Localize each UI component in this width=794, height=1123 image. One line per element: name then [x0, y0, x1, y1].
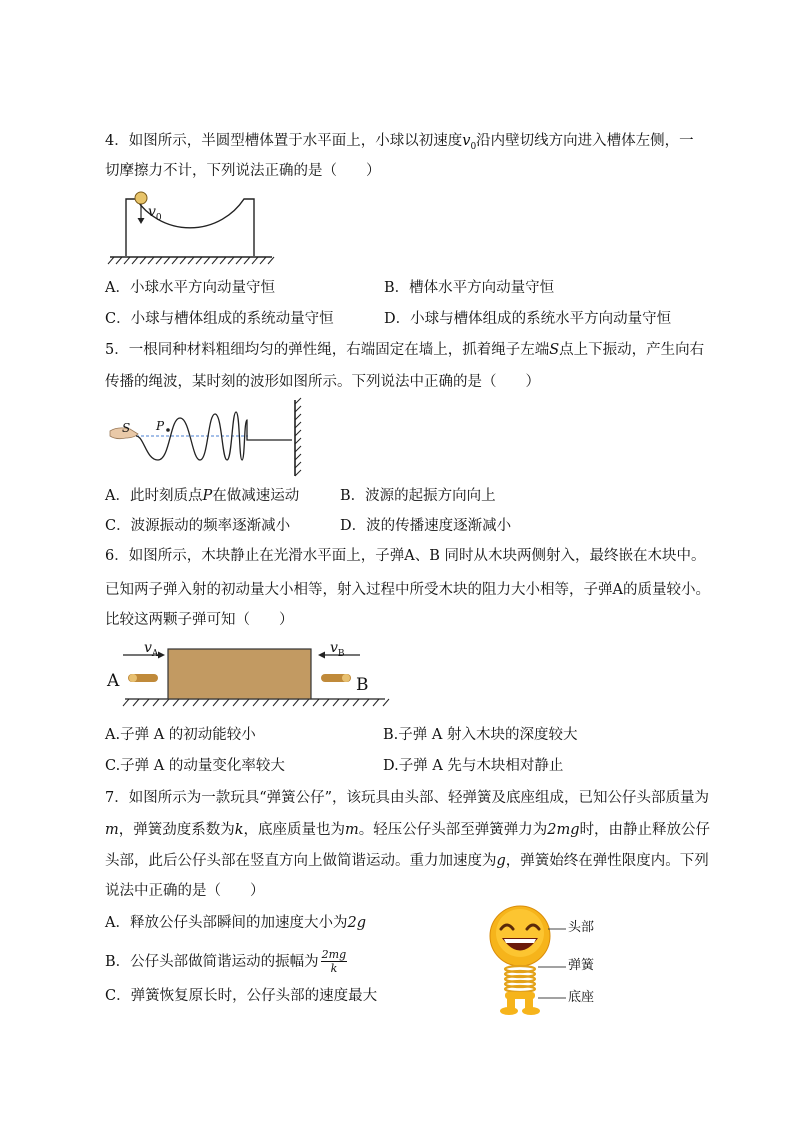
q5-fig-s-label: S [122, 421, 131, 435]
q4-option-a[interactable]: A．小球水平方向动量守恒 [105, 280, 275, 296]
bullet-b [321, 674, 351, 682]
q7-stem-line1: 7．如图所示为一款玩具“弹簧公仔”，该玩具由头部、轻弹簧及底座组成，已知公仔头部质量为 [105, 790, 710, 806]
q5-rope-wave-figure [108, 398, 308, 478]
q7-option-c[interactable]: C．弹簧恢复原长时，公仔头部的速度最大 [105, 988, 378, 1004]
q6-stem-line2: 已知两子弹入射的初动量大小相等，射入过程中所受木块的阻力大小相等，子弹A的质量较小。 [105, 582, 710, 598]
q5-option-a[interactable]: A．此时刻质点P在做减速运动 [105, 488, 300, 504]
q4-option-b[interactable]: B．槽体水平方向动量守恒 [384, 280, 555, 296]
q5-stem-line1: 5．一根同种材料粗细均匀的弹性绳，右端固定在墙上，抓着绳子左端S点上下振动，产生向右 [105, 342, 705, 358]
q5-option-d[interactable]: D．波的传播速度逐渐减小 [340, 518, 512, 534]
q6-option-a[interactable]: A.子弹 A 的初动能较小 [105, 727, 256, 743]
toy-spring [505, 966, 535, 992]
q7-stem-line2: m，弹簧劲度系数为k，底座质量也为m。轻压公仔头部至弹簧弹力为2mg时，由静止释放公仔 [105, 822, 711, 838]
q5-stem-line2: 传播的绳波，某时刻的波形如图所示。下列说法中正确的是（ ） [105, 374, 540, 390]
q7-fig-base-label: 底座 [568, 990, 595, 1005]
q6-stem-line1: 6．如图所示，木块静止在光滑水平面上，子弹A、B 同时从木块两侧射入，最终嵌在木块中。 [105, 548, 706, 564]
q7-fig-spring-label: 弹簧 [568, 958, 595, 973]
q7-stem-line4: 说法中正确的是（ ） [105, 883, 265, 899]
q7-option-a[interactable]: A．释放公仔头部瞬间的加速度大小为2g [105, 915, 366, 931]
q7-stem-line3: 头部，此后公仔头部在竖直方向上做简谐运动。重力加速度为g，弹簧始终在弹性限度内。下列 [105, 853, 709, 869]
q6-stem-line3: 比较这两颗子弹可知（ ） [105, 612, 294, 628]
q4-option-d[interactable]: D．小球与槽体组成的系统水平方向动量守恒 [384, 311, 672, 327]
q6-fig-vb-label: $v_B$ [330, 640, 345, 659]
amplitude-fraction: 2mg k [321, 948, 347, 975]
q5-option-c[interactable]: C．波源振动的频率逐渐减小 [105, 518, 291, 534]
q6-fig-a-label: A [107, 671, 120, 691]
q4-stem-line1: 4．如图所示，半圆型槽体置于水平面上，小球以初速度$v_0$沿内壁切线方向进入槽体左侧，一 [105, 133, 694, 152]
q6-option-d[interactable]: D.子弹 A 先与木块相对静止 [383, 758, 564, 774]
ball [135, 192, 147, 204]
q7-option-b[interactable]: B．公仔头部做简谐运动的振幅为 2mg k [105, 948, 347, 975]
q6-option-c[interactable]: C.子弹 A 的动量变化率较大 [105, 758, 285, 774]
q7-spring-toy-figure [478, 905, 568, 1020]
q6-fig-va-label: $v_A$ [144, 640, 159, 659]
q7-fig-head-label: 头部 [568, 920, 595, 935]
q4-fig-v0-label: $v_0$ [148, 204, 162, 223]
bullet-a [128, 674, 158, 682]
q4-stem-line2: 切摩擦力不计，下列说法正确的是（ ） [105, 163, 381, 179]
q4-option-c[interactable]: C．小球与槽体组成的系统动量守恒 [105, 311, 334, 327]
q6-option-b[interactable]: B.子弹 A 射入木块的深度较大 [383, 727, 578, 743]
wood-block [168, 649, 311, 699]
toy-base [500, 992, 540, 1015]
q4-trough-figure [108, 186, 278, 270]
q5-fig-p-label: P [156, 419, 165, 433]
q6-fig-b-label: B [356, 675, 369, 695]
q5-option-b[interactable]: B．波源的起振方向向上 [340, 488, 496, 504]
